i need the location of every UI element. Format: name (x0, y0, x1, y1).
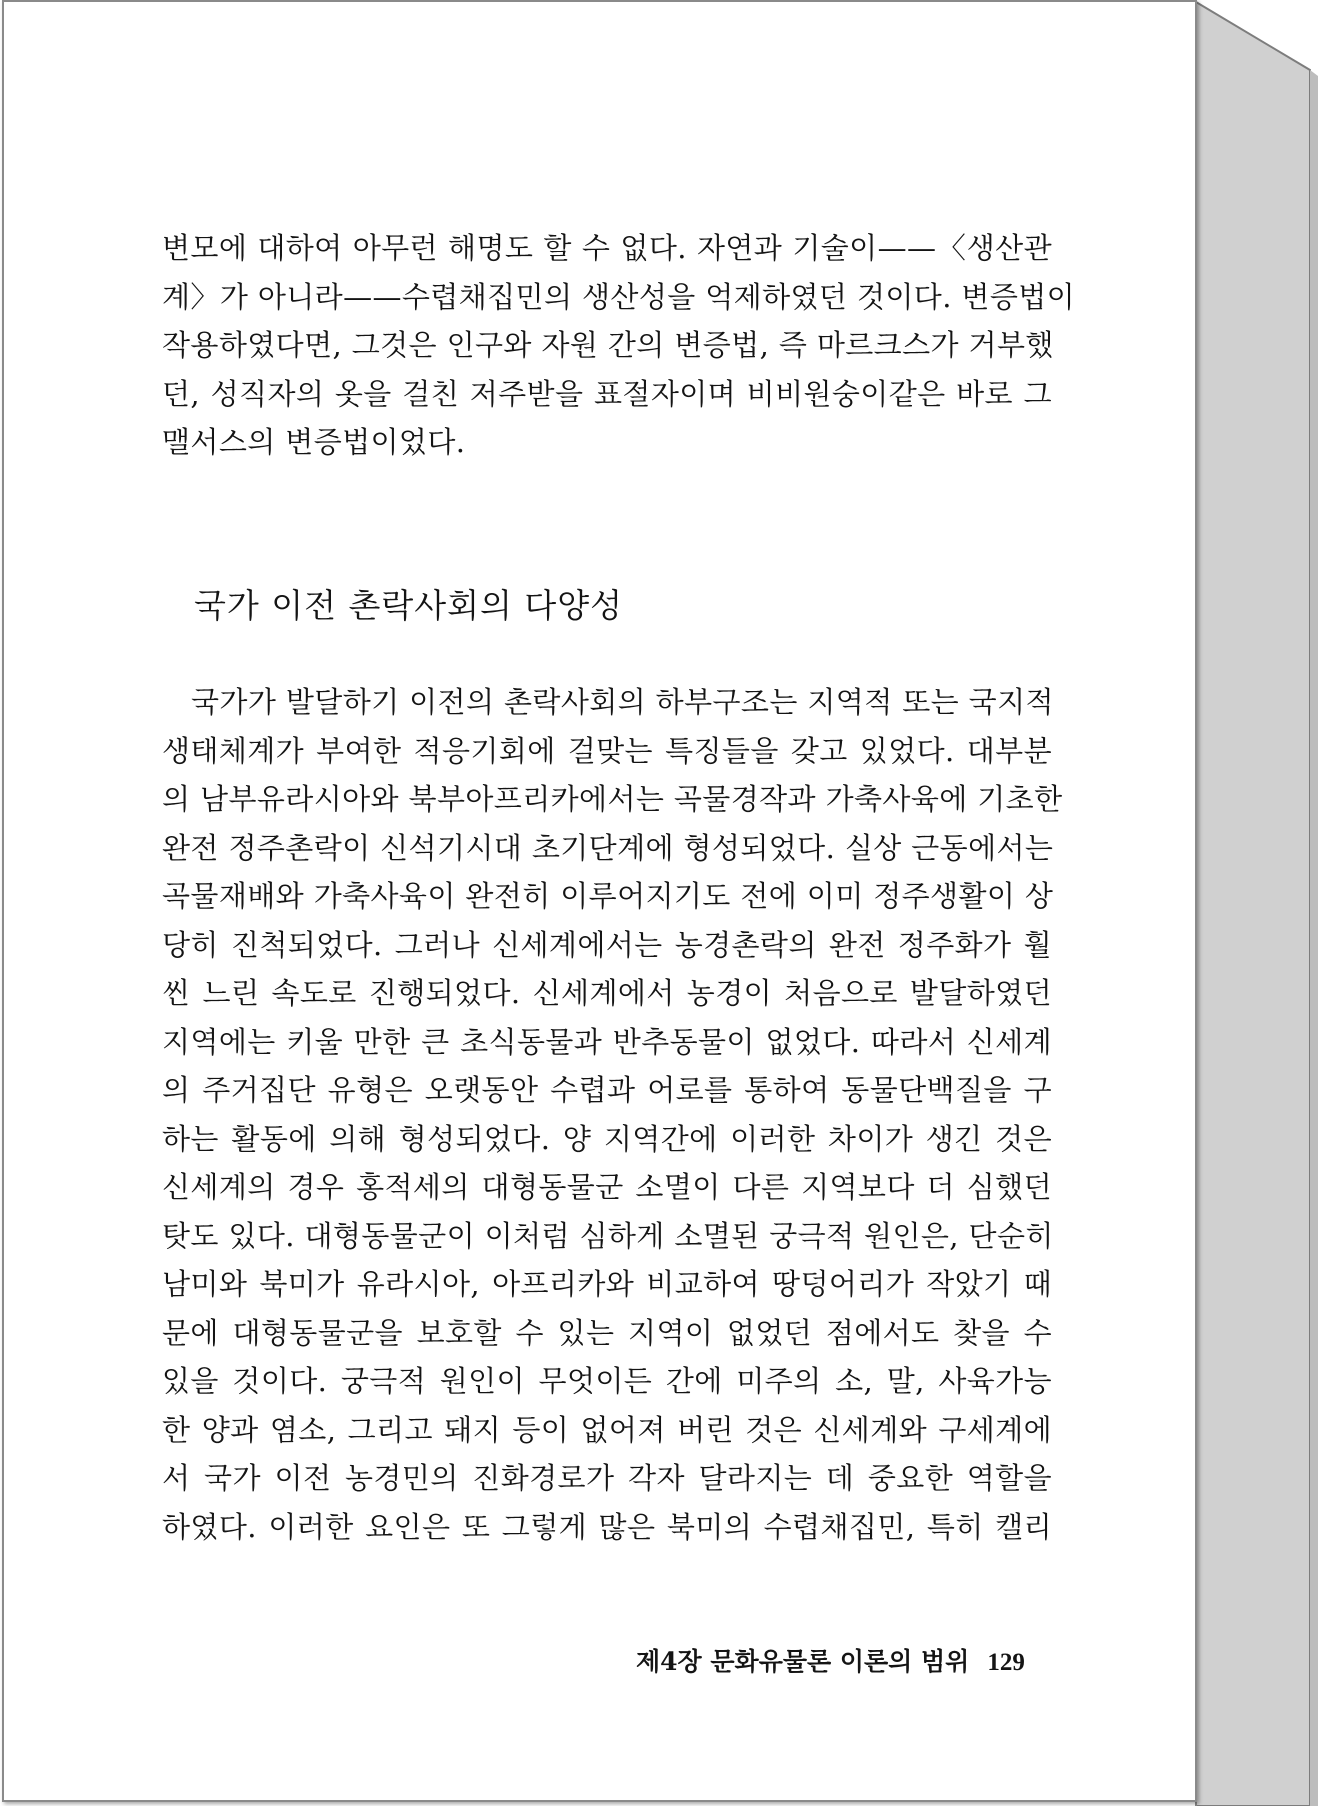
paragraph-line: 씬 느린 속도로 진행되었다. 신세계에서 농경이 처음으로 발달하였던 (162, 976, 1052, 1010)
paragraph-line: 하는 활동에 의해 형성되었다. 양 지역간에 이러한 차이가 생긴 것은 (162, 1121, 1052, 1156)
paragraph-line: 변모에 대하여 아무런 해명도 할 수 없다. 자연과 기술이——〈생산관 (162, 231, 1052, 265)
paragraph-line: 의 남부유라시아와 북부아프리카에서는 곡물경작과 가축사육에 기초한 (162, 782, 1063, 816)
paragraph-line: 지역에는 키울 만한 큰 초식동물과 반추동물이 없었다. 따라서 신세계 (162, 1024, 1052, 1059)
paragraph-line: 작용하였다면, 그것은 인구와 자원 간의 변증법, 즉 마르크스가 거부했 (162, 328, 1054, 362)
paragraph-line: 생태체계가 부여한 적응기회에 걸맞는 특징들을 갖고 있었다. 대부분 (162, 733, 1052, 768)
paragraph-line: 있을 것이다. 궁극적 원인이 무엇이든 간에 미주의 소, 말, 사육가능 (162, 1364, 1052, 1398)
paragraph-line: 당히 진척되었다. 그러나 신세계에서는 농경촌락의 완전 정주화가 훨 (162, 927, 1052, 962)
paragraph-line: 서 국가 이전 농경민의 진화경로가 각자 달라지는 데 중요한 역할을 (162, 1461, 1052, 1495)
paragraph-line: 의 주거집단 유형은 오랫동안 수렵과 어로를 통하여 동물단백질을 구 (162, 1073, 1052, 1107)
book-page (2, 0, 1197, 1802)
paragraph-continued (162, 224, 1076, 467)
running-footer (636, 1642, 1025, 1678)
chapter-title: 제4장 문화유물론 이론의 범위 (636, 1647, 970, 1676)
paragraph-line: 남미와 북미가 유라시아, 아프리카와 비교하여 땅덩어리가 작았기 때 (162, 1267, 1052, 1301)
section-heading: 국가 이전 촌락사회의 다양성 (194, 586, 624, 625)
paragraph-line: 신세계의 경우 홍적세의 대형동물군 소멸이 다른 지역보다 더 심했던 (162, 1170, 1052, 1204)
paragraph-line: 완전 정주촌락이 신석기시대 초기단계에 형성되었다. 실상 근동에서는 (162, 830, 1054, 865)
paragraph-line: 던, 성직자의 옷을 걸친 저주받을 표절자이며 비비원숭이같은 바로 그 (162, 376, 1052, 411)
paragraph-line: 하였다. 이러한 요인은 또 그렇게 많은 북미의 수렵채집민, 특히 캘리 (162, 1509, 1052, 1544)
paragraph-line: 맬서스의 변증법이었다. (162, 425, 466, 459)
section-paragraph (162, 678, 1063, 1551)
paragraph-line: 곡물재배와 가축사육이 완전히 이루어지기도 전에 이미 정주생활이 상 (162, 879, 1054, 913)
paragraph-line: 국가가 발달하기 이전의 촌락사회의 하부구조는 지역적 또는 국지적 (191, 685, 1054, 719)
paragraph-line: 한 양과 염소, 그리고 돼지 등이 없어져 버린 것은 신세계와 구세계에 (162, 1412, 1052, 1447)
paragraph-line: 탓도 있다. 대형동물군이 이처럼 심하게 소멸된 궁극적 원인은, 단순히 (162, 1218, 1054, 1253)
paragraph-line: 문에 대형동물군을 보호할 수 있는 지역이 없었던 점에서도 찾을 수 (162, 1315, 1052, 1350)
page-number: 129 (987, 1649, 1025, 1676)
paragraph-line: 계〉가 아니라——수렵채집민의 생산성을 억제하였던 것이다. 변증법이 (162, 279, 1076, 314)
